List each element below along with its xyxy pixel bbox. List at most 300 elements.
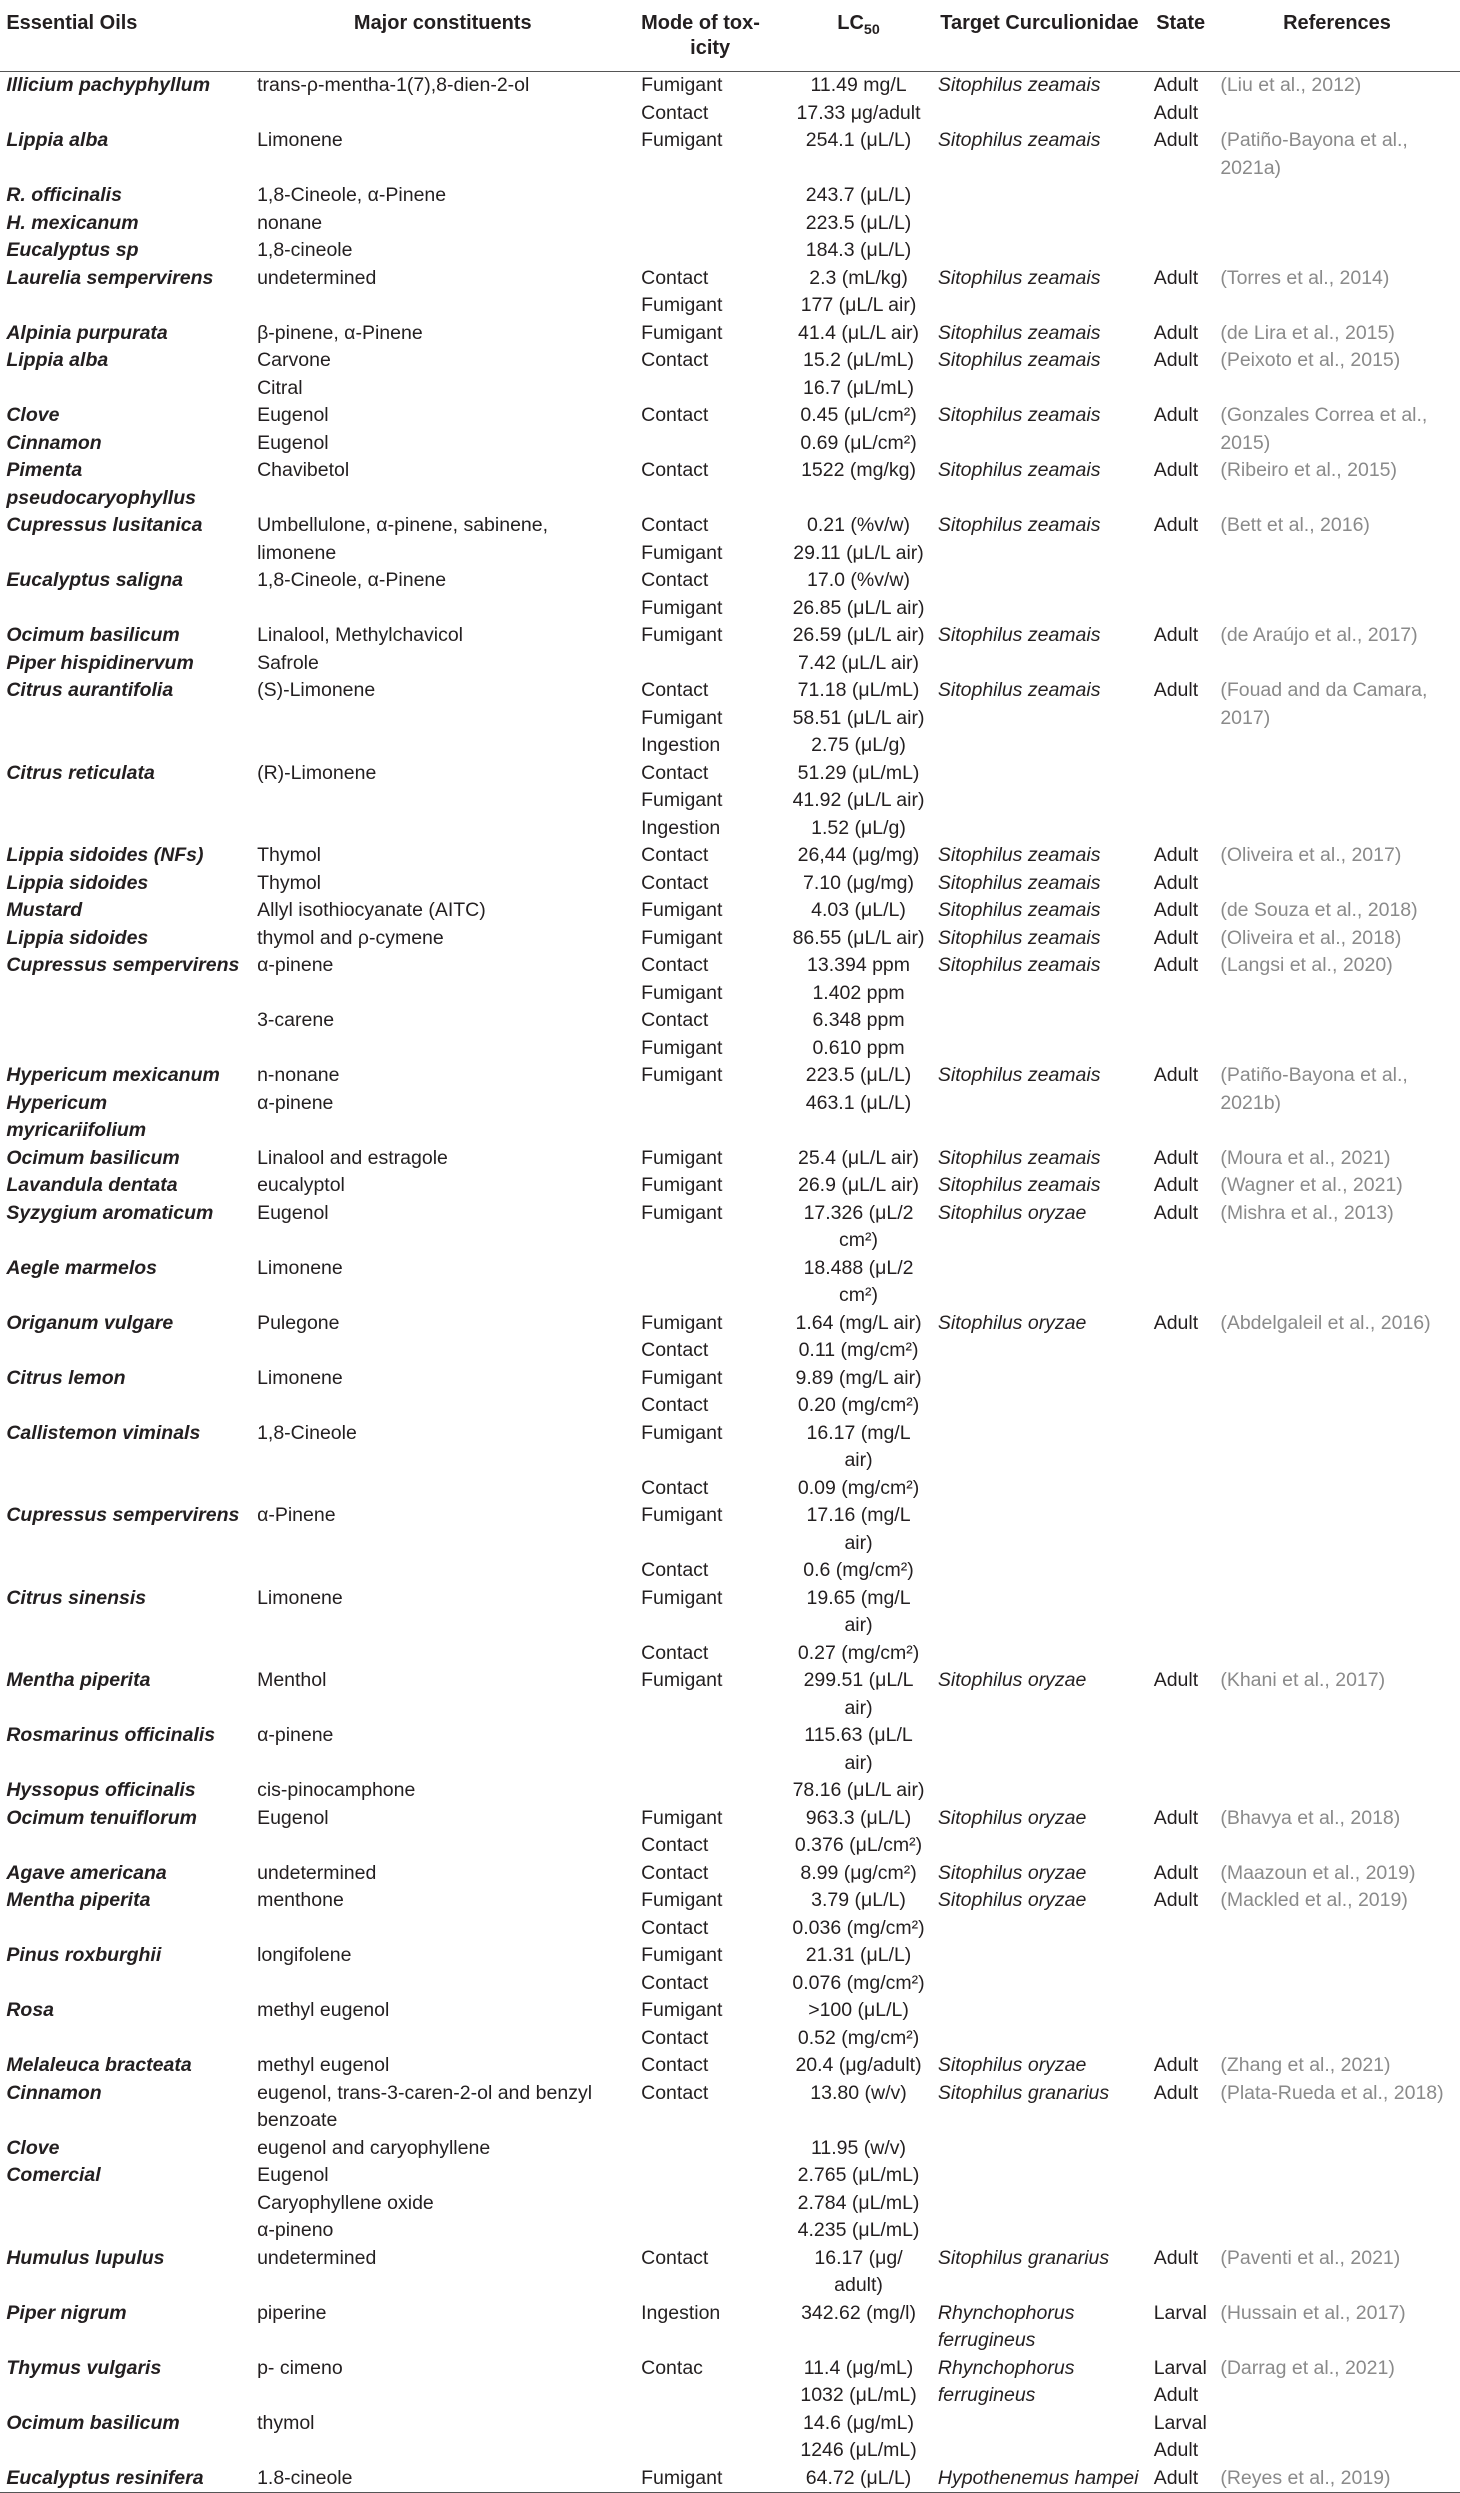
reference-cell-line: (Hussain et al., 2017) [1220,2301,1406,2324]
target-cell [932,1090,1148,1145]
table-row [0,320,1460,348]
constituents-cell-line: menthone [257,1889,344,1912]
target-cell-line: Sitophilus zeamais [937,679,1101,702]
essential-oil-cell [0,650,251,678]
essential-oil-cell [0,2300,251,2355]
state-cell-line: Larval [1153,2356,1207,2379]
constituents-cell [251,237,635,265]
essential-oil-cell-line: Callistemon viminals [6,1421,201,1444]
essential-oil-cell [0,1667,251,1722]
mode-cell-line: Fumigant [641,624,723,647]
reference-cell [1214,430,1460,458]
mode-cell-line: Fumigant [641,1036,723,1059]
target-cell [932,1585,1148,1668]
lc50-cell-line: 6.348 ppm [812,1009,905,1032]
lc50-cell [786,760,932,843]
state-cell-line: Adult [1153,2439,1199,2462]
state-cell [1147,1860,1214,1888]
constituents-cell-line: Carvone [257,349,331,372]
lc50-cell [786,1722,932,1777]
mode-cell-line: Fumigant [641,321,723,344]
lc50-cell-line: 86.55 (μL/L air) [792,926,925,949]
reference-cell-line: (Bett et al., 2016) [1220,514,1370,537]
essential-oil-cell-line: Lippia alba [6,349,109,372]
lc50-cell-line: 25.4 (μL/L air) [797,1146,920,1169]
constituents-cell-line: methyl eugenol [257,1999,390,2022]
reference-cell-line: (Reyes et al., 2019) [1220,2466,1391,2489]
constituents-cell [251,760,635,843]
table-row [0,925,1460,953]
essential-oil-cell-line: Lippia sidoides (NFs) [6,844,204,867]
reference-cell-line: (de Lira et al., 2015) [1220,321,1395,344]
lc50-cell [786,2162,932,2245]
mode-cell [635,1310,786,1365]
state-cell [1147,182,1214,210]
constituents-cell [251,265,635,320]
mode-cell-line: Contact [641,1971,709,1994]
table-row [0,457,1460,512]
table-row [0,430,1460,458]
target-cell-line: Sitophilus zeamais [937,321,1101,344]
state-cell-line: Larval [1153,2301,1207,2324]
target-cell-line: ferrugineus [937,2329,1036,2352]
target-cell [932,1860,1148,1888]
mode-cell-line: Fumigant [641,1421,723,1444]
header-references: References [1214,0,1460,72]
reference-cell-line: (Fouad and da Camara, [1220,679,1428,702]
table-row [0,897,1460,925]
table-row [0,512,1460,567]
reference-cell [1214,760,1460,843]
target-cell [932,72,1148,128]
reference-cell [1214,1722,1460,1777]
lc50-cell-line: 0.20 (mg/cm²) [797,1394,920,1417]
lc50-cell-line: 11.49 mg/L [810,74,907,97]
state-cell-line: Adult [1153,349,1199,372]
table-row [0,1062,1460,1090]
state-cell-line: Adult [1153,1174,1199,1197]
state-cell [1147,897,1214,925]
lc50-cell [786,952,932,1007]
mode-cell [635,402,786,430]
mode-cell-line: Fumigant [641,1669,723,1692]
mode-cell [635,1585,786,1668]
essential-oil-cell [0,72,251,128]
state-cell [1147,952,1214,1007]
constituents-cell [251,1200,635,1255]
essential-oil-cell-line: Citrus aurantifolia [6,679,174,702]
essential-oil-cell-line: Cupressus lusitanica [6,514,203,537]
target-cell-line: Sitophilus oryzae [937,1201,1087,1224]
state-cell-line: Adult [1153,1806,1199,1829]
table-row [0,1667,1460,1722]
constituents-cell [251,320,635,348]
lc50-cell-line: 1.52 (μL/g) [811,816,906,839]
reference-cell [1214,2410,1460,2465]
lc50-cell [786,1255,932,1310]
mode-cell [635,2410,786,2465]
reference-cell [1214,870,1460,898]
mode-cell-line: Contact [641,871,709,894]
reference-cell [1214,1860,1460,1888]
reference-cell [1214,1062,1460,1090]
lc50-cell-line: cm²) [839,1284,879,1307]
target-cell [932,1255,1148,1310]
lc50-cell [786,842,932,870]
reference-cell [1214,2465,1460,2493]
lc50-cell-line: 4.03 (μL/L) [811,899,906,922]
mode-cell [635,127,786,182]
state-cell [1147,650,1214,678]
target-cell [932,650,1148,678]
mode-cell [635,1007,786,1062]
essential-oil-cell [0,320,251,348]
mode-cell [635,1145,786,1173]
mode-cell [635,1365,786,1420]
state-cell [1147,2162,1214,2245]
state-cell [1147,210,1214,238]
state-cell [1147,1887,1214,1942]
target-cell [932,430,1148,458]
essential-oil-cell [0,2245,251,2300]
mode-cell-line: Contact [641,1009,709,1032]
table-row [0,2080,1460,2135]
reference-cell-line: (Ribeiro et al., 2015) [1220,459,1397,482]
state-cell [1147,1090,1214,1145]
constituents-cell [251,842,635,870]
constituents-cell [251,1585,635,1668]
lc50-cell-line: 17.33 μg/adult [796,101,921,124]
lc50-cell-line: 0.11 (mg/cm²) [798,1339,919,1362]
essential-oil-cell-line: myricariifolium [6,1119,147,1142]
target-cell [932,210,1148,238]
lc50-cell-line: adult) [834,2274,883,2297]
header-state: State [1147,0,1214,72]
lc50-cell-line: 58.51 (μL/L air) [792,706,925,729]
mode-cell-line: Fumigant [641,1999,723,2022]
constituents-cell-line: benzoate [257,2109,338,2132]
essential-oil-cell-line: Humulus lupulus [6,2246,165,2269]
reference-cell [1214,1090,1460,1145]
lc50-cell [786,622,932,650]
constituents-cell-line: Limonene [257,129,343,152]
constituents-cell-line: α-pineno [257,2219,334,2242]
constituents-cell-line: 1,8-Cineole, α-Pinene [257,184,447,207]
lc50-cell [786,2355,932,2410]
mode-cell-line [641,1530,779,1558]
target-cell-line: Rhynchophorus [937,2301,1075,2324]
state-cell-line: Adult [1153,926,1199,949]
lc50-cell-line: 14.6 (μg/mL) [803,2411,914,2434]
state-cell [1147,1062,1214,1090]
constituents-cell [251,402,635,430]
reference-cell [1214,1145,1460,1173]
table-row [0,237,1460,265]
target-cell [932,870,1148,898]
essential-oil-cell [0,952,251,1007]
target-cell-line: Sitophilus oryzae [937,2054,1087,2077]
table-row [0,677,1460,760]
lc50-cell-line: 7.42 (μL/L air) [797,651,920,674]
lc50-cell-line: 41.92 (μL/L air) [792,789,925,812]
constituents-cell [251,1255,635,1310]
state-cell-line: Adult [1153,899,1199,922]
essential-oil-cell-line: Syzygium aromaticum [6,1201,214,1224]
mode-cell-line: Fumigant [641,1889,723,1912]
reference-cell-line: (Zhang et al., 2021) [1220,2054,1391,2077]
target-cell [932,1887,1148,1942]
table-row [0,2052,1460,2080]
reference-cell [1214,347,1460,402]
lc50-cell-line: 223.5 (μL/L) [805,211,912,234]
table-row [0,650,1460,678]
constituents-cell-line: (S)-Limonene [257,679,376,702]
essential-oil-cell-line: Lippia sidoides [6,871,149,894]
state-cell-line: Adult [1153,2246,1199,2269]
table-row [0,2465,1460,2493]
lc50-cell [786,1090,932,1145]
constituents-cell [251,1420,635,1503]
target-cell-line: Sitophilus zeamais [937,514,1101,537]
lc50-cell-line: 21.31 (μL/L) [805,1944,912,1967]
lc50-cell-line: 26,44 (μg/mg) [797,844,920,867]
constituents-cell [251,1667,635,1722]
mode-cell [635,1502,786,1585]
state-cell-line: Larval [1153,2411,1207,2434]
constituents-cell-line: eucalyptol [257,1174,345,1197]
constituents-cell-line: Linalool and estragole [257,1146,448,1169]
constituents-cell [251,897,635,925]
reference-cell-line: 2015) [1220,431,1271,454]
state-cell-line: Adult [1153,679,1199,702]
state-cell [1147,1420,1214,1503]
lc50-cell [786,457,932,512]
lc50-cell-line: 3.79 (μL/L) [811,1889,906,1912]
essential-oil-cell [0,1860,251,1888]
target-cell-line: Sitophilus zeamais [937,844,1101,867]
essential-oil-cell [0,1172,251,1200]
reference-cell-line: (Patiño-Bayona et al., [1220,1064,1408,1087]
reference-cell-line: 2021a) [1220,156,1282,179]
table-row [0,1090,1460,1145]
mode-cell [635,870,786,898]
constituents-cell-line: thymol and ρ-cymene [257,926,444,949]
lc50-cell-line: 26.9 (μL/L air) [797,1174,920,1197]
essential-oil-cell [0,237,251,265]
header-target: Target Curculionidae [932,0,1148,72]
target-cell-line: Sitophilus zeamais [937,404,1101,427]
essential-oil-cell [0,677,251,760]
essential-oil-cell [0,182,251,210]
essential-oil-cell [0,1062,251,1090]
lc50-cell-line: 19.65 (mg/L [806,1586,911,1609]
constituents-cell-line: Allyl isothiocyanate (AITC) [257,899,486,922]
lc50-cell [786,567,932,622]
reference-cell [1214,2245,1460,2300]
reference-cell-line: (Maazoun et al., 2019) [1220,1861,1416,1884]
mode-cell [635,1777,786,1805]
constituents-cell-line: Eugenol [257,1806,329,1829]
mode-cell-line: Fumigant [641,2466,723,2489]
state-cell [1147,842,1214,870]
essential-oil-cell [0,1997,251,2052]
mode-cell [635,1805,786,1860]
mode-cell-line: Contact [641,1641,709,1664]
state-cell [1147,1667,1214,1722]
constituents-cell [251,2465,635,2493]
lc50-cell [786,265,932,320]
lc50-cell [786,2080,932,2135]
state-cell [1147,925,1214,953]
lc50-cell [786,402,932,430]
constituents-cell [251,1777,635,1805]
essential-oil-cell-line: Mentha piperita [6,1669,151,1692]
lc50-cell-line: air) [844,1696,873,1719]
constituents-cell-line: trans-ρ-mentha-1(7),8-dien-2-ol [257,74,530,97]
table-row [0,1722,1460,1777]
constituents-cell [251,210,635,238]
target-cell [932,925,1148,953]
constituents-cell [251,1172,635,1200]
constituents-cell-line: undetermined [257,1861,377,1884]
state-cell-line: Adult [1153,266,1199,289]
mode-cell-line: Contact [641,1339,709,1362]
reference-cell [1214,677,1460,760]
mode-cell-line: Contact [641,404,709,427]
state-cell-line: Adult [1153,404,1199,427]
constituents-cell [251,1310,635,1365]
header-major-constituents: Major constituents [251,0,635,72]
constituents-cell-line: 1,8-cineole [257,239,353,262]
mode-cell [635,430,786,458]
reference-cell [1214,1255,1460,1310]
constituents-cell-line: α-pinene [257,1724,334,1747]
target-cell [932,2300,1148,2355]
mode-cell [635,2080,786,2135]
target-cell [932,1365,1148,1420]
essential-oil-cell-line: Rosa [6,1999,55,2022]
reference-cell [1214,1310,1460,1365]
mode-cell [635,1887,786,1942]
lc50-cell-line: 11.4 (μg/mL) [803,2356,914,2379]
mode-cell-line: Contac [641,2356,703,2379]
state-cell [1147,677,1214,760]
table-row [0,2245,1460,2300]
lc50-cell-line: 16.17 (μg/ [814,2246,903,2269]
mode-cell-line: Contact [641,1394,709,1417]
mode-cell-line: Contact [641,1916,709,1939]
state-cell-line: Adult [1153,1669,1199,1692]
essential-oil-cell [0,1145,251,1173]
mode-cell [635,182,786,210]
mode-cell [635,320,786,348]
target-cell [932,1145,1148,1173]
mode-cell-line: Contact [641,2081,709,2104]
lc50-cell-line: 2.784 (μL/mL) [797,2191,920,2214]
reference-cell-line: (Bhavya et al., 2018) [1220,1806,1401,1829]
reference-cell [1214,1502,1460,1585]
target-cell [932,1420,1148,1503]
state-cell [1147,1805,1214,1860]
mode-cell [635,567,786,622]
state-cell [1147,1997,1214,2052]
state-cell-line: Adult [1153,1064,1199,1087]
lc50-cell-line: 0.27 (mg/cm²) [797,1641,920,1664]
table-row [0,870,1460,898]
reference-cell [1214,1007,1460,1062]
table-row [0,1942,1460,1997]
essential-oil-cell-line: Illicium pachyphyllum [6,74,211,97]
lc50-cell [786,1420,932,1503]
reference-cell [1214,2052,1460,2080]
essential-oil-cell [0,127,251,182]
target-cell-line: Sitophilus zeamais [937,74,1101,97]
essential-oil-cell [0,622,251,650]
essential-oil-cell [0,1090,251,1145]
reference-cell [1214,2300,1460,2355]
target-cell-line: Sitophilus oryzae [937,1861,1087,1884]
target-cell [932,677,1148,760]
target-cell-line: Sitophilus zeamais [937,459,1101,482]
essential-oil-cell-line: Thymus vulgaris [6,2356,162,2379]
target-cell-line: Sitophilus zeamais [937,1174,1101,1197]
reference-cell-line: (Langsi et al., 2020) [1220,954,1393,977]
reference-cell-line: (de Araújo et al., 2017) [1220,624,1418,647]
target-cell-line: Sitophilus oryzae [937,1806,1087,1829]
essential-oil-cell [0,210,251,238]
reference-cell-line: (Oliveira et al., 2017) [1220,844,1402,867]
state-cell [1147,402,1214,430]
state-cell-line: Adult [1153,101,1199,124]
lc50-cell-line: 29.11 (μL/L air) [793,541,924,564]
essential-oil-cell [0,1502,251,1585]
target-cell-line: Hypothenemus hampei [937,2466,1139,2489]
reference-cell-line: (Mackled et al., 2019) [1220,1889,1408,1912]
target-cell [932,1942,1148,1997]
essential-oil-cell-line: Eucalyptus resinifera [6,2466,204,2489]
table-row [0,347,1460,402]
target-cell [932,2355,1148,2410]
essential-oil-cell-line: Melaleuca bracteata [6,2054,192,2077]
reference-cell [1214,182,1460,210]
mode-cell-line [641,1612,779,1640]
lc50-cell-line: 2.765 (μL/mL) [797,2164,920,2187]
target-cell [932,402,1148,430]
state-cell-line: Adult [1153,74,1199,97]
constituents-cell-line: limonene [257,541,337,564]
constituents-cell [251,2355,635,2410]
lc50-cell-line: 17.16 (mg/L [806,1504,911,1527]
constituents-cell [251,1502,635,1585]
target-cell-line: Sitophilus zeamais [937,129,1101,152]
target-cell-line: Sitophilus zeamais [937,1064,1101,1087]
state-cell [1147,265,1214,320]
mode-cell-line: Contact [641,349,709,372]
target-cell [932,2162,1148,2245]
mode-cell-line: Fumigant [641,1806,723,1829]
header-lc50 [786,0,932,72]
target-cell [932,1777,1148,1805]
reference-cell [1214,1805,1460,1860]
constituents-cell-line: methyl eugenol [257,2054,390,2077]
essential-oil-cell [0,347,251,402]
reference-cell [1214,1200,1460,1255]
lc50-cell-line: 64.72 (μL/L) [805,2466,912,2489]
essential-oil-cell-line: Laurelia sempervirens [6,266,214,289]
essential-oil-cell [0,430,251,458]
state-cell [1147,1255,1214,1310]
constituents-cell [251,430,635,458]
